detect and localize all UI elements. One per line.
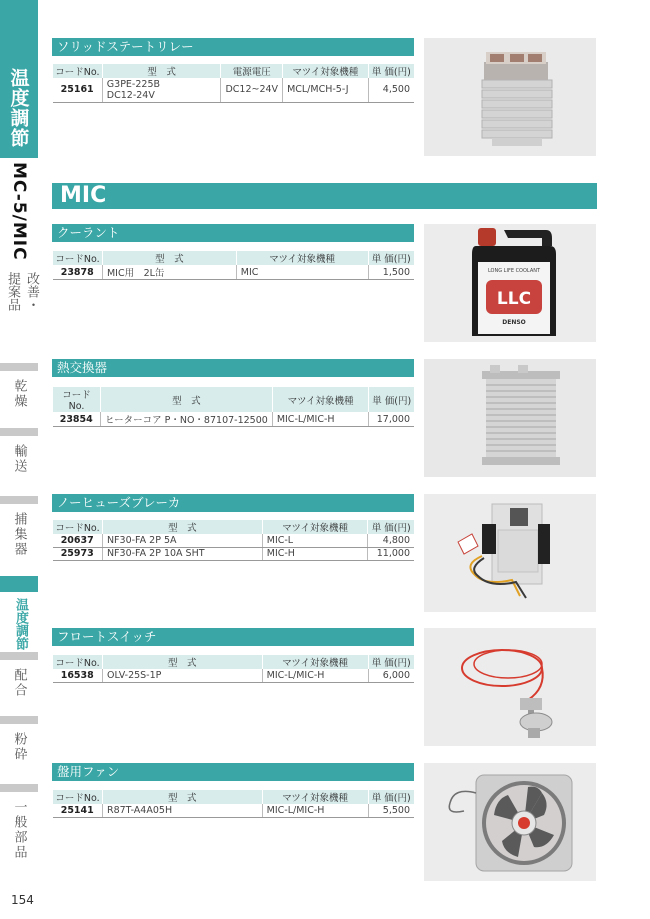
sidebar-kaizen-line2: 提案品 (5, 272, 20, 311)
table-row (53, 804, 415, 817)
coolant-brand-text: DENSO (502, 319, 526, 326)
sidebar-tab-bar (0, 363, 38, 371)
cell-code: 20637 (53, 534, 103, 547)
table-row (53, 669, 415, 682)
th-machine: マツイ対象機種 (272, 387, 369, 412)
sidebar-tab-blending[interactable] (0, 652, 38, 698)
cell-machine: MIC-L/MIC-H (272, 412, 369, 427)
th-price: 単 価(円) (368, 64, 414, 78)
cell-model: R87T-A4A05H (102, 804, 262, 817)
th-machine: マツイ対象機種 (262, 520, 368, 534)
section-title-coolant: クーラント (52, 224, 414, 242)
th-model: 型 式 (102, 655, 262, 669)
float-switch-image (424, 628, 596, 746)
sidebar-tab-bar (0, 428, 38, 436)
table-header-row (53, 790, 415, 804)
cell-price: 11,000 (368, 547, 414, 560)
sidebar-tab-bar (0, 784, 38, 792)
photo-heat-exchanger (424, 359, 596, 477)
spec-table-breaker (52, 520, 414, 561)
sidebar-subcategory-label: MC-5/MIC (9, 162, 29, 261)
sidebar-tab-label: 輸送 (11, 444, 27, 474)
table-row (53, 265, 415, 280)
cell-price: 17,000 (369, 412, 414, 427)
cell-machine: MIC-L/MIC-H (262, 669, 368, 682)
sidebar-tab-label: 配合 (11, 668, 27, 698)
th-price: 単 価(円) (368, 655, 414, 669)
cell-code: 25973 (53, 547, 103, 560)
th-machine: マツイ対象機種 (262, 655, 368, 669)
sidebar-tab-general-parts[interactable] (0, 784, 38, 860)
cell-machine: MIC-H (262, 547, 368, 560)
cell-code: 23878 (53, 265, 103, 280)
sidebar-tab-label: 乾燥 (11, 379, 27, 409)
cell-model (102, 78, 221, 102)
cell-price: 1,500 (368, 265, 414, 280)
th-price: 単 価(円) (369, 387, 414, 412)
sidebar-tab-drying[interactable] (0, 363, 38, 409)
th-voltage: 電源電圧 (221, 64, 283, 78)
sidebar-category-block (0, 0, 38, 158)
cell-price: 4,500 (368, 78, 414, 102)
sidebar-subcategory-block (4, 162, 34, 261)
spec-table-heat-exchanger (52, 387, 414, 427)
section-title-float-switch: フロートスイッチ (52, 628, 414, 646)
cell-code: 25141 (53, 804, 103, 817)
sidebar-tab-transport[interactable] (0, 428, 38, 474)
cell-model-line1: G3PE-225B (106, 78, 161, 90)
coolant-logo-text: LLC (496, 289, 532, 309)
cell-price: 4,800 (368, 534, 414, 547)
photo-panel-fan (424, 763, 596, 881)
section-title-ssr: ソリッドステートリレー (52, 38, 414, 56)
breaker-image (424, 494, 596, 612)
cell-model: NF30-FA 2P 5A (102, 534, 262, 547)
section-title-heat-exchanger: 熱交換器 (52, 359, 414, 377)
sidebar-tab-collector[interactable] (0, 496, 38, 557)
sidebar-tab-active-bar (0, 576, 38, 592)
cell-machine: MIC-L/MIC-H (262, 804, 368, 817)
sidebar-tab-label: 捕集器 (11, 512, 27, 557)
sidebar-tab-label: 粉砕 (11, 732, 27, 762)
sidebar-tab-label: 温度調節 (13, 598, 28, 650)
table-header-row (53, 520, 415, 534)
photo-float-switch (424, 628, 596, 746)
table-row (53, 547, 415, 560)
th-price: 単 価(円) (368, 251, 414, 265)
cell-machine: MIC (236, 265, 368, 280)
th-machine: マツイ対象機種 (262, 790, 368, 804)
cell-machine: MCL/MCH-5-J (283, 78, 369, 102)
sidebar-kaizen-line1: 改善・ (24, 272, 39, 311)
sidebar-tab-grinding[interactable] (0, 716, 38, 762)
spec-table-float-switch (52, 655, 414, 683)
th-price: 単 価(円) (368, 790, 414, 804)
th-price: 単 価(円) (368, 520, 414, 534)
table-header-row (53, 387, 415, 412)
th-code: コードNo. (53, 387, 101, 412)
panel-fan-image (424, 763, 596, 881)
sidebar-kaizen-block[interactable] (3, 272, 41, 311)
cell-model-line2: DC12-24V (106, 89, 155, 101)
cell-price: 5,500 (368, 804, 414, 817)
sidebar-tab-bar (0, 716, 38, 724)
th-model: 型 式 (102, 251, 236, 265)
th-machine: マツイ対象機種 (236, 251, 368, 265)
spec-table-coolant (52, 251, 414, 280)
th-model: 型 式 (102, 520, 262, 534)
cell-code: 16538 (53, 669, 103, 682)
cell-machine: MIC-L (262, 534, 368, 547)
section-title-panel-fan: 盤用ファン (52, 763, 414, 781)
spec-table-panel-fan (52, 790, 414, 818)
th-model: 型 式 (102, 64, 221, 78)
cell-voltage: DC12~24V (221, 78, 283, 102)
th-code: コードNo. (53, 790, 103, 804)
heat-exchanger-image (424, 359, 596, 477)
table-row (53, 534, 415, 547)
coolant-label-top: LONG LIFE COOLANT (487, 268, 541, 274)
cell-price: 6,000 (368, 669, 414, 682)
th-code: コードNo. (53, 64, 103, 78)
table-row (53, 412, 415, 427)
ssr-image (424, 38, 596, 156)
th-machine: マツイ対象機種 (283, 64, 369, 78)
section-title-breaker: ノーヒューズブレーカ (52, 494, 414, 512)
table-header-row (53, 64, 415, 78)
sidebar-tab-temperature-active[interactable] (0, 576, 38, 654)
table-header-row (53, 251, 415, 265)
cell-model: NF30-FA 2P 10A SHT (102, 547, 262, 560)
th-code: コードNo. (53, 655, 103, 669)
mic-header: MIC (52, 183, 597, 209)
spec-table-ssr (52, 64, 414, 103)
sidebar-category-label: 温度調節 (7, 68, 30, 148)
th-model: 型 式 (102, 790, 262, 804)
table-row (53, 78, 415, 102)
photo-coolant (424, 224, 596, 342)
page-number: 154 (11, 893, 34, 907)
sidebar-tab-label: 一般部品 (11, 800, 27, 860)
cell-model: OLV-25S-1P (102, 669, 262, 682)
cell-model: MIC用 2L缶 (102, 265, 236, 280)
th-model: 型 式 (100, 387, 272, 412)
coolant-image (424, 224, 596, 342)
photo-breaker (424, 494, 596, 612)
cell-code: 25161 (53, 78, 103, 102)
cell-code: 23854 (53, 412, 101, 427)
sidebar-tab-bar (0, 652, 38, 660)
photo-ssr (424, 38, 596, 156)
table-header-row (53, 655, 415, 669)
cell-model: ヒーターコア P・NO・87107-12500 (100, 412, 272, 427)
th-code: コードNo. (53, 520, 103, 534)
th-code: コードNo. (53, 251, 103, 265)
sidebar-tab-bar (0, 496, 38, 504)
